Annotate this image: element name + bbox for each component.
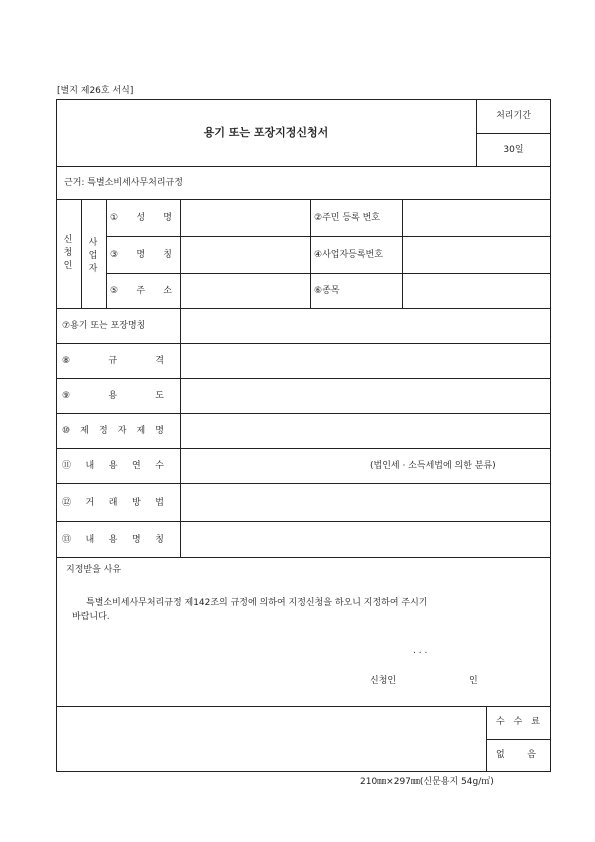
processing-period-value: 30일 [503,145,524,155]
container-name-field[interactable] [181,309,550,342]
divider [56,166,551,167]
reason-body-line1: 특별소비세사무처리규정 제142조의 규정에 의하여 지정신청을 하오니 지정하여 주시기 [86,598,428,608]
trade-method-field[interactable] [181,484,550,520]
title-name-field[interactable] [181,237,309,272]
use-field[interactable] [181,379,550,412]
name-label: ① 성 명 [110,213,172,223]
divider [81,199,82,308]
address-label: ⑤ 주 소 [110,286,172,296]
content-name-field[interactable] [181,522,550,556]
maker-label: ⑩ 제 정 자 제 명 [62,426,164,436]
divider [106,199,107,308]
application-date: . . . [413,646,428,656]
divider [476,133,551,134]
reason-label: 지정받을 사유 [66,565,122,575]
divider [486,739,551,740]
reason-body-line2: 바랍니다. [72,612,110,622]
business-operator-label: 사업자 [88,238,98,274]
divider [476,99,477,166]
paper-spec-footer: 210㎜×297㎜(신문용지 54g/㎡) [360,777,494,787]
name-field[interactable] [181,200,309,235]
legal-basis: 근거: 특별소비세사무처리규정 [64,178,183,188]
title-name-label: ③ 명 칭 [110,250,172,260]
fee-label: 수 수 료 [496,717,540,727]
processing-period-label: 처리기간 [496,111,531,121]
divider [56,706,551,707]
resident-number-field[interactable] [403,200,550,235]
divider [310,199,311,308]
use-label: ⑨ 용 도 [62,391,164,401]
maker-field[interactable] [181,414,550,447]
spec-field[interactable] [181,344,550,377]
content-name-label: ⑬ 내 용 명 칭 [62,535,164,545]
divider [486,706,487,772]
fee-value: 없 음 [496,750,536,760]
resident-number-label: ②주민 등록 번호 [314,213,380,223]
trade-method-label: ⑫ 거 래 방 법 [62,498,164,508]
divider [56,448,551,449]
service-life-note: (법인세 · 소득세법에 의한 분류) [370,461,496,471]
business-item-field[interactable] [403,274,550,307]
signer-label: 신청인 [370,676,397,686]
business-number-label: ④사업자등록번호 [314,250,383,260]
business-number-field[interactable] [403,237,550,272]
service-life-label: ⑪ 내 용 연 수 [62,461,164,471]
divider [56,557,551,558]
form-number-label: [별지 제26호 서식] [57,86,134,96]
container-name-label: ⑦용기 또는 포장명칭 [62,321,146,331]
form-title: 용기 또는 포장지정신청서 [203,126,329,139]
seal-label: 인 [469,676,478,686]
applicant-group-label: 신청인 [63,235,73,271]
address-field[interactable] [181,274,309,307]
business-item-label: ⑥종목 [314,286,340,296]
spec-label: ⑧ 규 격 [62,356,164,366]
